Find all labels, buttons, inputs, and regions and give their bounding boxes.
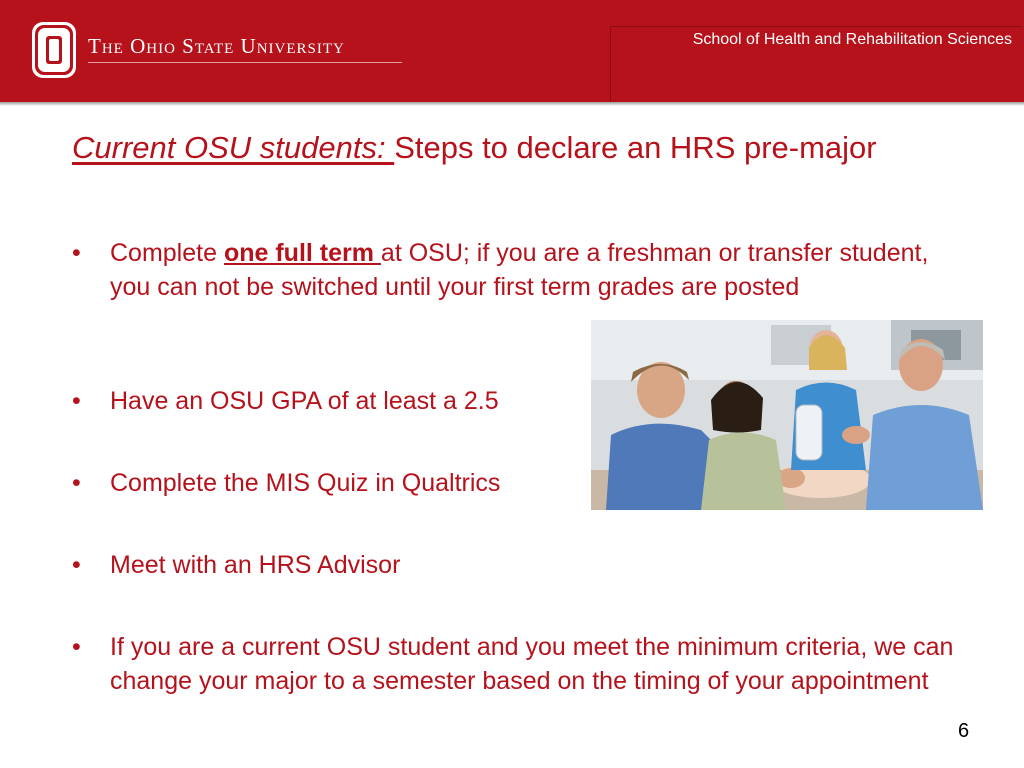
slide-title-rest: Steps to declare an HRS pre-major — [394, 130, 877, 165]
wordmark-divider — [88, 62, 402, 63]
bullet-glyph: • — [72, 469, 81, 497]
bullet-text-before: Complete — [110, 239, 224, 267]
slide-title — [72, 130, 877, 166]
students-training-photo — [591, 320, 983, 510]
header-bar — [0, 0, 1024, 102]
header-shadow — [0, 102, 1024, 106]
bullet-text-strong: one full term — [223, 239, 381, 267]
bullet-item-quiz — [72, 466, 590, 500]
school-name: School of Health and Rehabilitation Sciences — [692, 31, 1012, 48]
bullet-text: Meet with an HRS Advisor — [110, 551, 401, 579]
bullet-glyph: • — [72, 551, 81, 579]
slide-title-emphasis: Current OSU students: — [72, 130, 395, 165]
bullet-item-advisor — [72, 548, 590, 582]
bullet-item-full-term — [72, 236, 940, 304]
page-number: 6 — [958, 720, 970, 742]
bullet-item-gpa — [72, 384, 590, 418]
bullet-item-change-major — [72, 630, 980, 698]
bullet-glyph: • — [72, 387, 81, 415]
bullet-text-after: at OSU; if you are a freshman or transfer student, you can not be switched until your first term grades are posted — [110, 239, 929, 301]
bullet-text: If you are a current OSU student and you meet the minimum criteria, we can change your major to a semester based on the timing of your appointment — [110, 633, 954, 695]
bullet-text — [110, 236, 940, 304]
block-o-logo-icon — [32, 22, 76, 78]
university-wordmark: The Ohio State University — [88, 34, 345, 58]
bullet-glyph: • — [72, 239, 81, 267]
bullet-text: Complete the MIS Quiz in Qualtrics — [110, 469, 501, 497]
bullet-glyph: • — [72, 633, 81, 661]
bullet-text: Have an OSU GPA of at least a 2.5 — [110, 387, 499, 415]
